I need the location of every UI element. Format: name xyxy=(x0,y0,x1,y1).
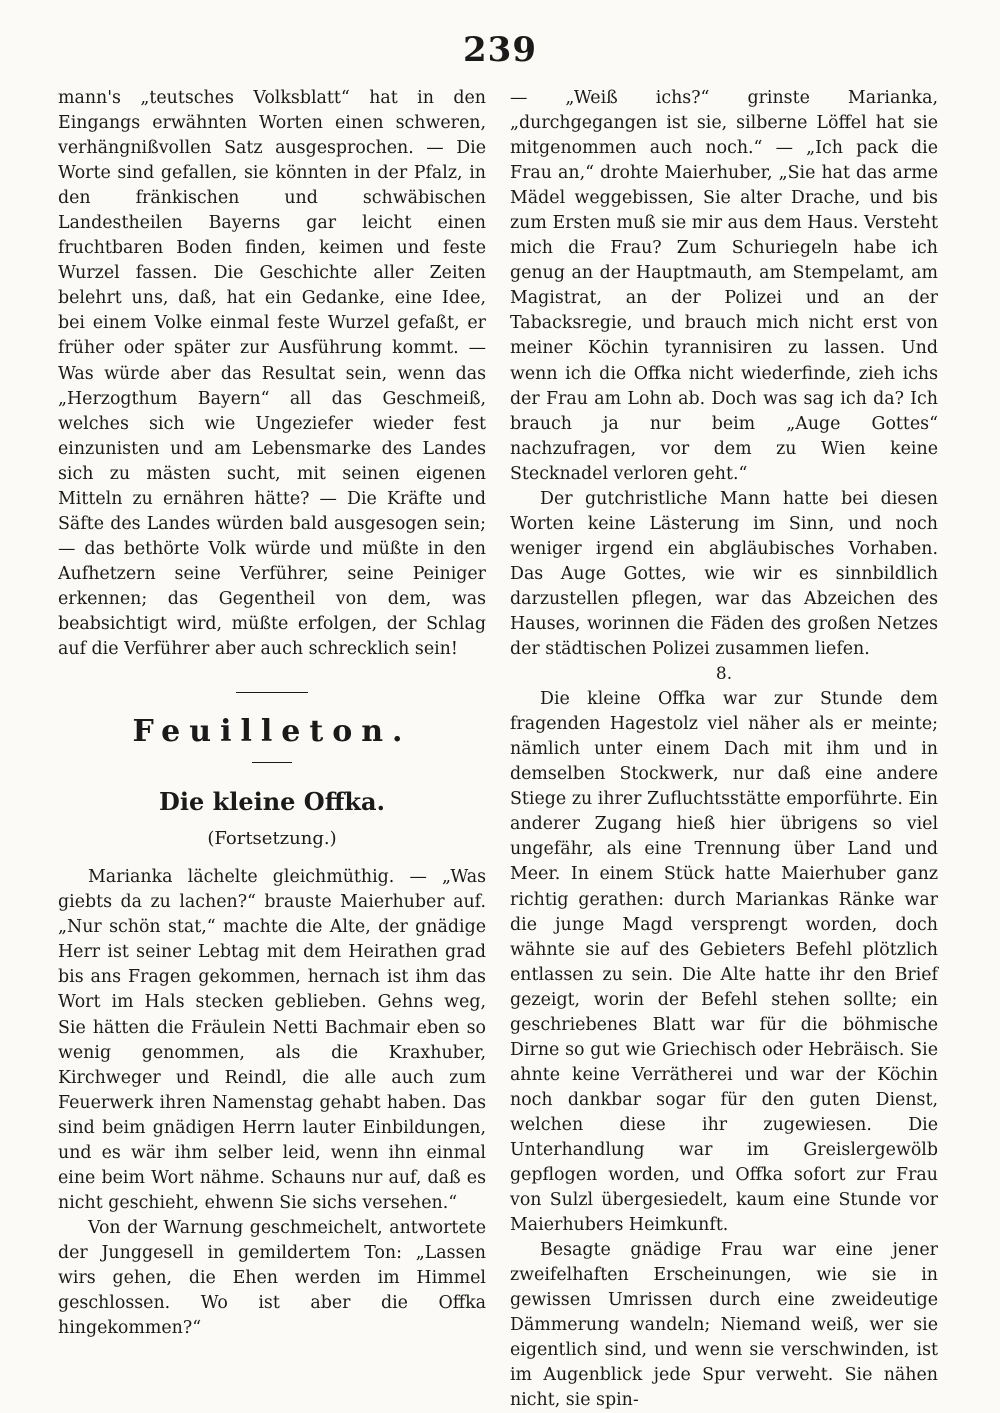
story-paragraph: — „Weiß ichs?“ grinste Marianka, „durchgegangen ist sie, silberne Löffel hat sie mitgenommen auch noch.“ — „Ich pack die Frau an,“ drohte Maierhuber, „Sie hat das arme Mädel weggebissen, Sie alter Drache, und bis zum Ersten muß sie mir aus dem Haus. Versteht mich die Frau? Zum Schuriegeln habe ich genug an der Hauptmauth, am Stempelamt, am Magistrat, an der Polizei und an der Tabacksregie, und brauch mich nicht erst von meiner Köchin tyrannisiren zu lassen. Und wenn ich die Offka nicht wiederfinde, zieh ichs der Frau am Lohn ab. Doch was sag ich da? Ich brauch ja nur beim „Auge Gottes“ nachzufragen, vor dem zu Wien keine Stecknadel verloren geht.“ xyxy=(510,88,938,484)
section-divider xyxy=(236,692,308,693)
story-paragraph: Der gutchristliche Mann hatte bei diesen Worten keine Lästerung im Sinn, und noch weniger irgend ein abgläubisches Vorhaben. Das Auge Gottes, wie wir es sinnbildlich darzustellen pflegen, war das Abzeichen des Hauses, worinnen die Fäden des großen Netzes der städtischen Polizei zusammen liefen. xyxy=(510,488,938,660)
left-column xyxy=(58,86,486,1341)
heading-divider xyxy=(252,762,292,763)
page-number: 239 xyxy=(463,30,537,70)
article-paragraph: mann's „teutsches Volksblatt“ hat in den Eingangs erwähnten Worten einen schweren, verhängnißvollen Satz ausgesprochen. — Die Worte sind gefallen, sie könnten in der Pfalz, in den fränkischen und schwäbischen Landestheilen Bayerns gar leicht einen fruchtbaren Boden finden, keimen und feste Wurzel fassen. Die Geschichte aller Zeiten belehrt uns, daß, hat ein Gedanke, eine Idee, bei einem Volke einmal feste Wurzel gefaßt, er früher oder später zur Ausführung kommt. — Was würde aber das Resultat sein, wenn das „Herzogthum Bayern“ all das Geschmeiß, welches sich wie Ungeziefer wieder fest einzunisten und am Lebensmarke des Landes sich zu mästen sucht, mit seinen eigenen Mitteln zu ernähren hätte? — Die Kräfte und Säfte des Landes würden bald ausgesogen sein; — das bethörte Volk würde und müßte in den Aufhetzern seine Verführer, seine Peiniger erkennen; das Gegentheil von dem, was beabsichtigt wird, müßte erfolgen, der Schlag auf die Verführer aber auch schrecklich sein! xyxy=(58,88,486,660)
continuation-note: (Fortsetzung.) xyxy=(207,828,337,850)
story-paragraph: Besagte gnädige Frau war eine jener zweifelhaften Erscheinungen, wie sie in gewissen Umrissen durch eine zweideutige Dämmerung wandeln; Niemand weiß, wer sie eigentlich sind, und wenn sie verschwinden, ist im Augenblick jede Spur verweht. Sie nähen nicht, sie spin- xyxy=(510,1240,938,1411)
right-column xyxy=(510,86,938,1413)
story-title: Die kleine Offka. xyxy=(159,787,385,817)
feuilleton-heading: Feuilleton. xyxy=(132,714,412,750)
story-paragraph: Marianka lächelte gleichmüthig. — „Was giebts da zu lachen?“ brauste Maierhuber auf. „Nur schön stat,“ machte die Alte, der gnädige Herr ist seiner Lebtag mit dem Heirathen grad bis ans Fragen gekommen, hernach ist ihm das Wort im Hals stecken geblieben. Gehns weg, Sie hätten die Fräulein Netti Bachmair eben so wenig genommen, als die Kraxhuber, Kirchweger und Reindl, die alle auch zum Feuerwerk ihren Namenstag gehabt haben. Das sind beim gnädigen Herrn lauter Einbildungen, und es wär ihm selber leid, wenn ihn einmal eine beim Wort nähme. Schauns nur auf, daß es nicht geschieht, ehwenn Sie sichs versehen.“ xyxy=(58,867,486,1213)
story-paragraph: Von der Warnung geschmeichelt, antwortete der Junggesell in gemildertem Ton: „Lassen wirs gehen, die Ehen werden im Himmel geschlossen. Wo ist aber die Offka hingekommen?“ xyxy=(58,1217,486,1339)
section-number: 8. xyxy=(715,664,733,685)
story-paragraph: Die kleine Offka war zur Stunde dem fragenden Hagestolz viel näher als er meinte; nämlich unter einem Dach mit ihm und in demselben Stockwerk, nur daß eine andere Stiege zu ihrer Zufluchtsstätte emporführte. Ein anderer Zugang hieß hier übrigens so viel ungefähr, als eine Trennung über Land und Meer. In einem Stück hatte Maierhuber ganz richtig gerathen: durch Mariankas Ränke war die junge Magd versprengt worden, doch wähnte sie auf des Gebieters Befehl plötzlich entlassen zu sein. Die Alte hatte ihr den Brief gezeigt, worin der Befehl stehen sollte; ein geschriebenes Blatt war für die böhmische Dirne so gut wie Griechisch oder Hebräisch. Sie ahnte keine Verrätherei und war der Köchin noch dankbar sogar für den guten Dienst, welchen diese ihr zugewiesen. Die Unterhandlung war im Greislergewölb gepflogen worden, und Offka sofort zur Frau von Sulzl übergesiedelt, kaum eine Stunde vor Maierhubers Heimkunft. xyxy=(510,689,938,1236)
